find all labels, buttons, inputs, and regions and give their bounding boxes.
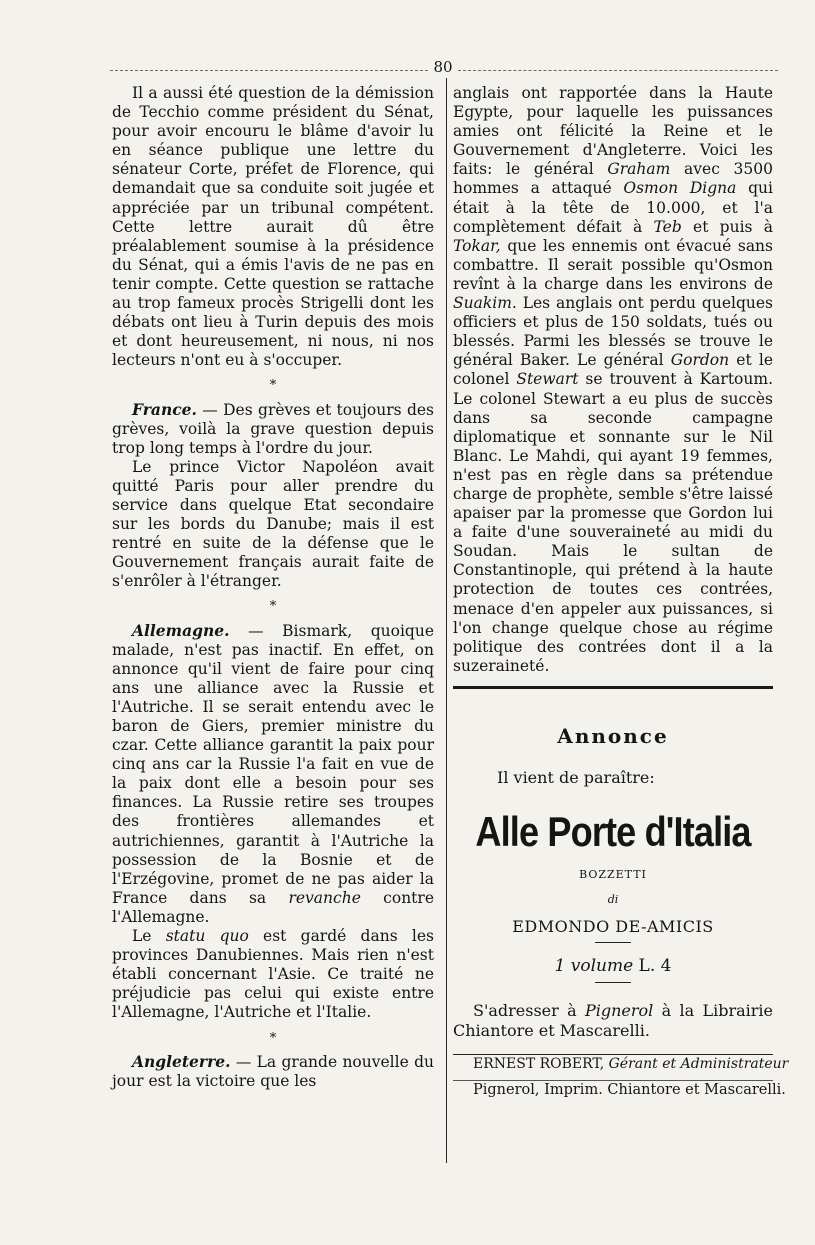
short-rule: [595, 942, 631, 943]
book-volume-price: [453, 957, 773, 976]
gerant-line: [453, 1055, 789, 1074]
section-heading-france: France.: [132, 399, 197, 419]
statu-quo-text: est gardé dans les provinces Danubiennes. Mais rien n'est établi concernant l'Asie. Ce traité ne préjudicie pas celui qui existe entre l'Allemagne, l'Autriche et l'Italie.: [112, 927, 434, 1022]
book-subtitle: BOZZETTI: [579, 868, 647, 882]
imprint-line: Pignerol, Imprim. Chiantore et Mascarelli.: [473, 1081, 786, 1098]
place-pignerol: Pignerol: [585, 1001, 654, 1021]
egypte-text-d: et puis à: [681, 217, 773, 236]
paragraph-allemagne: [112, 621, 434, 928]
announcement-title: Annonce: [557, 723, 669, 748]
address-text-b: à la Librairie Chiantore et Mascarelli.: [453, 1001, 773, 1040]
name-gordon: Gordon: [670, 351, 730, 370]
egypte-text-a: anglais ont rapportée dans la Haute Egypte, pour laquelle les puissances amies ont félicité la Reine et le Gouvernement d'Angleterre. Voici les faits: le général: [453, 84, 773, 179]
header-rule-left: [110, 70, 428, 71]
place-tokar: Tokar,: [453, 236, 501, 255]
book-volume: 1 volume: [554, 956, 634, 977]
paragraph-angleterre-text: — La grande nouvelle du jour est la victoire que les: [112, 1052, 434, 1090]
paragraph-allemagne-end: contre l'Allemagne.: [112, 888, 434, 926]
name-stewart: Stewart: [516, 370, 579, 389]
announcement-address: [453, 1001, 773, 1039]
place-teb: Teb: [653, 217, 682, 236]
page-number: 80: [433, 58, 453, 76]
short-rule: [595, 982, 631, 983]
book-title: Alle Porte d'Italia: [475, 808, 751, 856]
left-column: [112, 84, 434, 1091]
book-di: di: [607, 893, 619, 907]
section-separator: *: [269, 599, 277, 615]
name-osmon-digna: Osmon Digna: [623, 179, 737, 198]
book-author: EDMONDO DE-AMICIS: [512, 917, 714, 937]
gerant-name: ERNEST ROBERT,: [473, 1055, 605, 1072]
paragraph-france-text: — Des grèves et toujours des grèves, voilà la grave question depuis trop long temps à l'ordre du jour.: [112, 400, 434, 457]
gerant-role: Gérant et Administrateur: [604, 1055, 789, 1072]
column-divider: [446, 78, 447, 1163]
paragraph-tecchio: Il a aussi été question de la démission de Tecchio comme président du Sénat, pour avoir encouru le blâme d'avoir lu en séance publique une lettre du sénateur Corte, préfet de Florence, qui demandait que sa conduite soit jugée et appréciée par un tribunal compétent. Cette lettre aurait dû être préalablement soumise à la présidence du Sénat, qui a émis l'avis de ne pas en tenir compte. Cette question se rattache au trop fameux procès Strigelli dont les débats ont lieu à Turin depuis des mois et dont heureusement, ni nous, ni nos lecteurs n'ont eu à s'occuper.: [112, 84, 434, 370]
egypte-text-g: et le colonel: [453, 351, 773, 389]
paragraph-victor-napoleon: Le prince Victor Napoléon avait quitté Paris pour aller prendre du service dans quelque Etat secondaire sur les bords du Danube; mais il est rentré en suite de la défense que le Gouvernement français aurait faite de s'enrôler à l'étranger.: [112, 457, 434, 591]
section-separator: *: [269, 1030, 277, 1046]
word-revanche: revanche: [288, 888, 361, 907]
name-graham: Graham: [607, 160, 671, 179]
section-heading-allemagne: Allemagne.: [132, 620, 230, 640]
egypte-text-e: que les ennemis ont évacué sans combattre. Il serait possible qu'Osmon revînt à la charge dans les environs de: [453, 236, 773, 293]
paragraph-egypte: [453, 84, 773, 676]
paragraph-statu-quo: [112, 927, 434, 1022]
egypte-text-h: se trouvent à Kartoum. Le colonel Stewart a eu plus de succès dans sa seconde campagne diplomatique et sonnante sur le Nil Blanc. Le Mahdi, qui ayant 19 femmes, n'est pas en règle dans sa prétendue charge de prophète, semble s'être laissé apaiser par la promesse que Gordon lui a faite d'une souveraineté au midi du Soudan. Mais le sultan de Constantinople, qui prétend à la haute protection de toutes ces contrées, menace d'en appeler aux puissances, si l'on change quelque chose au régime politique des contrées dont il a la suzeraineté.: [453, 370, 773, 675]
paragraph-allemagne-text: — Bismark, quoique malade, n'est pas inactif. En effet, on annonce qu'il vient de faire pour cinq ans une alliance avec la Russie et l'Autriche. Il se serait entendu avec le baron de Giers, premier ministre du czar. Cette alliance garantit la paix pour cinq ans car la Russie l'a fait en vue de la paix dont elle a besoin pour ses finances. La Russie retire ses troupes des frontières allemandes et autrichiennes, garantit à l'Autriche la possession de la Bosnie et de l'Erzégovine, promet de ne pas aider la France dans sa: [112, 621, 434, 907]
announcement-intro: Il vient de paraître:: [497, 768, 655, 787]
book-price: L. 4: [638, 956, 672, 977]
word-statu-quo: statu quo: [165, 927, 249, 946]
address-text-a: S'adresser à: [473, 1001, 585, 1021]
egypte-text-b: avec 3500 hommes a attaqué: [453, 160, 773, 198]
paragraph-france: [112, 400, 434, 458]
right-column: [453, 84, 789, 1100]
section-separator: *: [269, 378, 277, 394]
section-heading-angleterre: Angleterre.: [132, 1051, 231, 1071]
egypte-text-c: qui était à la tête de 10.000, et l'a complètement défait à: [453, 179, 773, 236]
place-suakim: Suakim.: [453, 294, 517, 313]
announcement-top-rule: [453, 686, 773, 689]
egypte-text-f: Les anglais ont perdu quelques officiers et plus de 150 soldats, tués ou blessés. Parmi les blessés se trouve le général Baker. Le général: [453, 294, 773, 370]
statu-quo-lead: Le: [132, 927, 166, 946]
header-rule-right: [458, 70, 778, 71]
paragraph-angleterre: [112, 1052, 434, 1091]
